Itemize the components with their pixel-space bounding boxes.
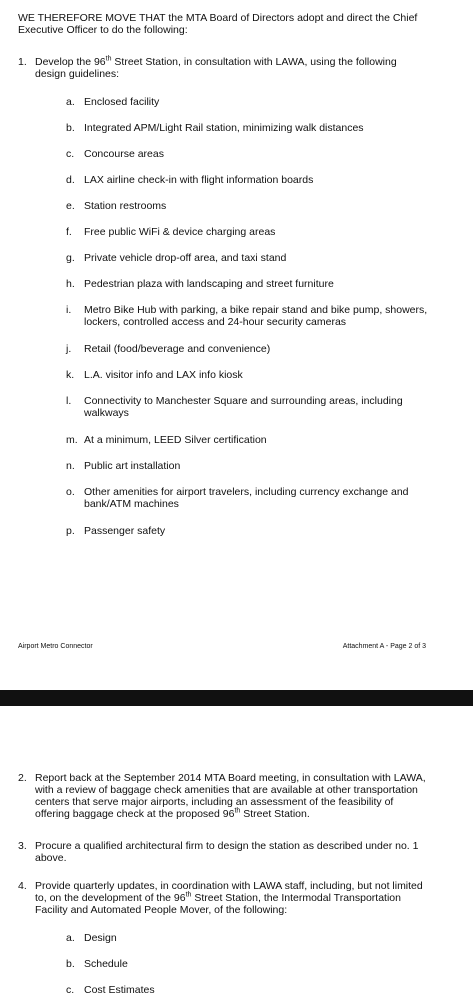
- sub-item-letter: b.: [66, 122, 75, 134]
- sub-item-text: Retail (food/beverage and convenience): [84, 343, 271, 355]
- sub-item-letter: e.: [66, 200, 75, 212]
- sub-item-text: Private vehicle drop-off area, and taxi stand: [84, 252, 287, 264]
- item-body: [35, 56, 397, 80]
- item-text: to, on the development of the 96: [35, 892, 186, 904]
- item-line: Report back at the September 2014 MTA Board meeting, in consultation with LAWA,: [35, 772, 426, 784]
- sub-item-letter: c.: [66, 148, 75, 160]
- sub-item-letter: b.: [66, 958, 75, 970]
- sub-item-letter: m.: [66, 434, 78, 446]
- sub-item-letter: n.: [66, 460, 75, 472]
- sub-item-letter: h.: [66, 278, 75, 290]
- item-line: [35, 56, 397, 68]
- sub-item-text: Other amenities for airport travelers, including currency exchange and: [84, 486, 409, 498]
- item-text: Street Station, the Intermodal Transportation: [191, 892, 401, 904]
- footer-right: Attachment A - Page 2 of 3: [342, 643, 426, 650]
- sub-item-letter: l.: [66, 395, 72, 407]
- sub-item-text: Passenger safety: [84, 525, 166, 537]
- item-text: Street Station, in consultation with LAWA, using the following: [111, 56, 397, 68]
- sub-item-text: Cost Estimates: [84, 984, 155, 996]
- item-line: Facility and Automated People Mover, of the following:: [35, 904, 288, 916]
- sub-item-text: Station restrooms: [84, 200, 167, 212]
- sub-item-letter: f.: [66, 226, 72, 238]
- item-number: 1.: [18, 56, 27, 68]
- item-text: Develop the 96: [35, 56, 106, 68]
- superscript: th: [105, 55, 112, 63]
- sub-item-text: Metro Bike Hub with parking, a bike repair stand and bike pump, showers,: [84, 304, 428, 316]
- item-line: with a review of baggage check amenities that are available at other transportation: [35, 784, 418, 796]
- sub-item-letter: c.: [66, 984, 75, 996]
- document-page-2: [0, 706, 473, 1000]
- item-line: Procure a qualified architectural firm to design the station as described under no. 1: [35, 840, 419, 852]
- sub-item-text: L.A. visitor info and LAX info kiosk: [84, 369, 243, 381]
- sub-item-text: At a minimum, LEED Silver certification: [84, 434, 267, 446]
- item-line: above.: [35, 852, 67, 864]
- item-number: 4.: [18, 880, 27, 892]
- item-line: design guidelines:: [35, 68, 120, 80]
- item-line: centers that serve major airports, including an assessment of the feasibility of: [35, 796, 394, 808]
- sub-item-text: walkways: [84, 407, 129, 419]
- intro-line-1: WE THEREFORE MOVE THAT the MTA Board of Directors adopt and direct the Chief: [18, 12, 418, 24]
- footer-left: Airport Metro Connector: [18, 643, 93, 650]
- sub-item-text: Schedule: [84, 958, 128, 970]
- item-line: [35, 808, 426, 820]
- item-text: Street Station.: [240, 808, 310, 820]
- sub-item-text: Public art installation: [84, 460, 181, 472]
- sub-item-letter: a.: [66, 932, 75, 944]
- sub-item-text: lockers, controlled access and 24-hour security cameras: [84, 316, 347, 328]
- sub-item-text: bank/ATM machines: [84, 498, 179, 510]
- superscript: th: [185, 891, 192, 899]
- sub-item-letter: d.: [66, 174, 75, 186]
- sub-item-text: Integrated APM/Light Rail station, minimizing walk distances: [84, 122, 364, 134]
- intro-line-2: Executive Officer to do the following:: [18, 24, 188, 36]
- sub-item-text: Design: [84, 932, 117, 944]
- sub-item-letter: j.: [66, 343, 72, 355]
- item-body: [35, 840, 418, 864]
- sub-item-text: Pedestrian plaza with landscaping and street furniture: [84, 278, 334, 290]
- sub-item-text: Connectivity to Manchester Square and surrounding areas, including: [84, 395, 403, 407]
- item-body: [35, 880, 423, 916]
- item-line: [35, 892, 423, 904]
- sub-item-letter: k.: [66, 369, 75, 381]
- item-body: [35, 772, 426, 820]
- superscript: th: [234, 807, 241, 815]
- sub-item-letter: o.: [66, 486, 75, 498]
- sub-item-letter: p.: [66, 525, 75, 537]
- sub-item-text: LAX airline check-in with flight information boards: [84, 174, 314, 186]
- item-text: offering baggage check at the proposed 96: [35, 808, 235, 820]
- sub-item-text: Concourse areas: [84, 148, 164, 160]
- item-number: 2.: [18, 772, 27, 784]
- item-number: 3.: [18, 840, 27, 852]
- intro-paragraph: [18, 12, 417, 36]
- sub-item-text: Enclosed facility: [84, 96, 160, 108]
- item-line: Provide quarterly updates, in coordination with LAWA staff, including, but not limited: [35, 880, 423, 892]
- page-separator: [0, 690, 473, 706]
- sub-item-letter: g.: [66, 252, 75, 264]
- sub-item-letter: a.: [66, 96, 75, 108]
- sub-item-text: Free public WiFi & device charging areas: [84, 226, 276, 238]
- sub-item-letter: i.: [66, 304, 72, 316]
